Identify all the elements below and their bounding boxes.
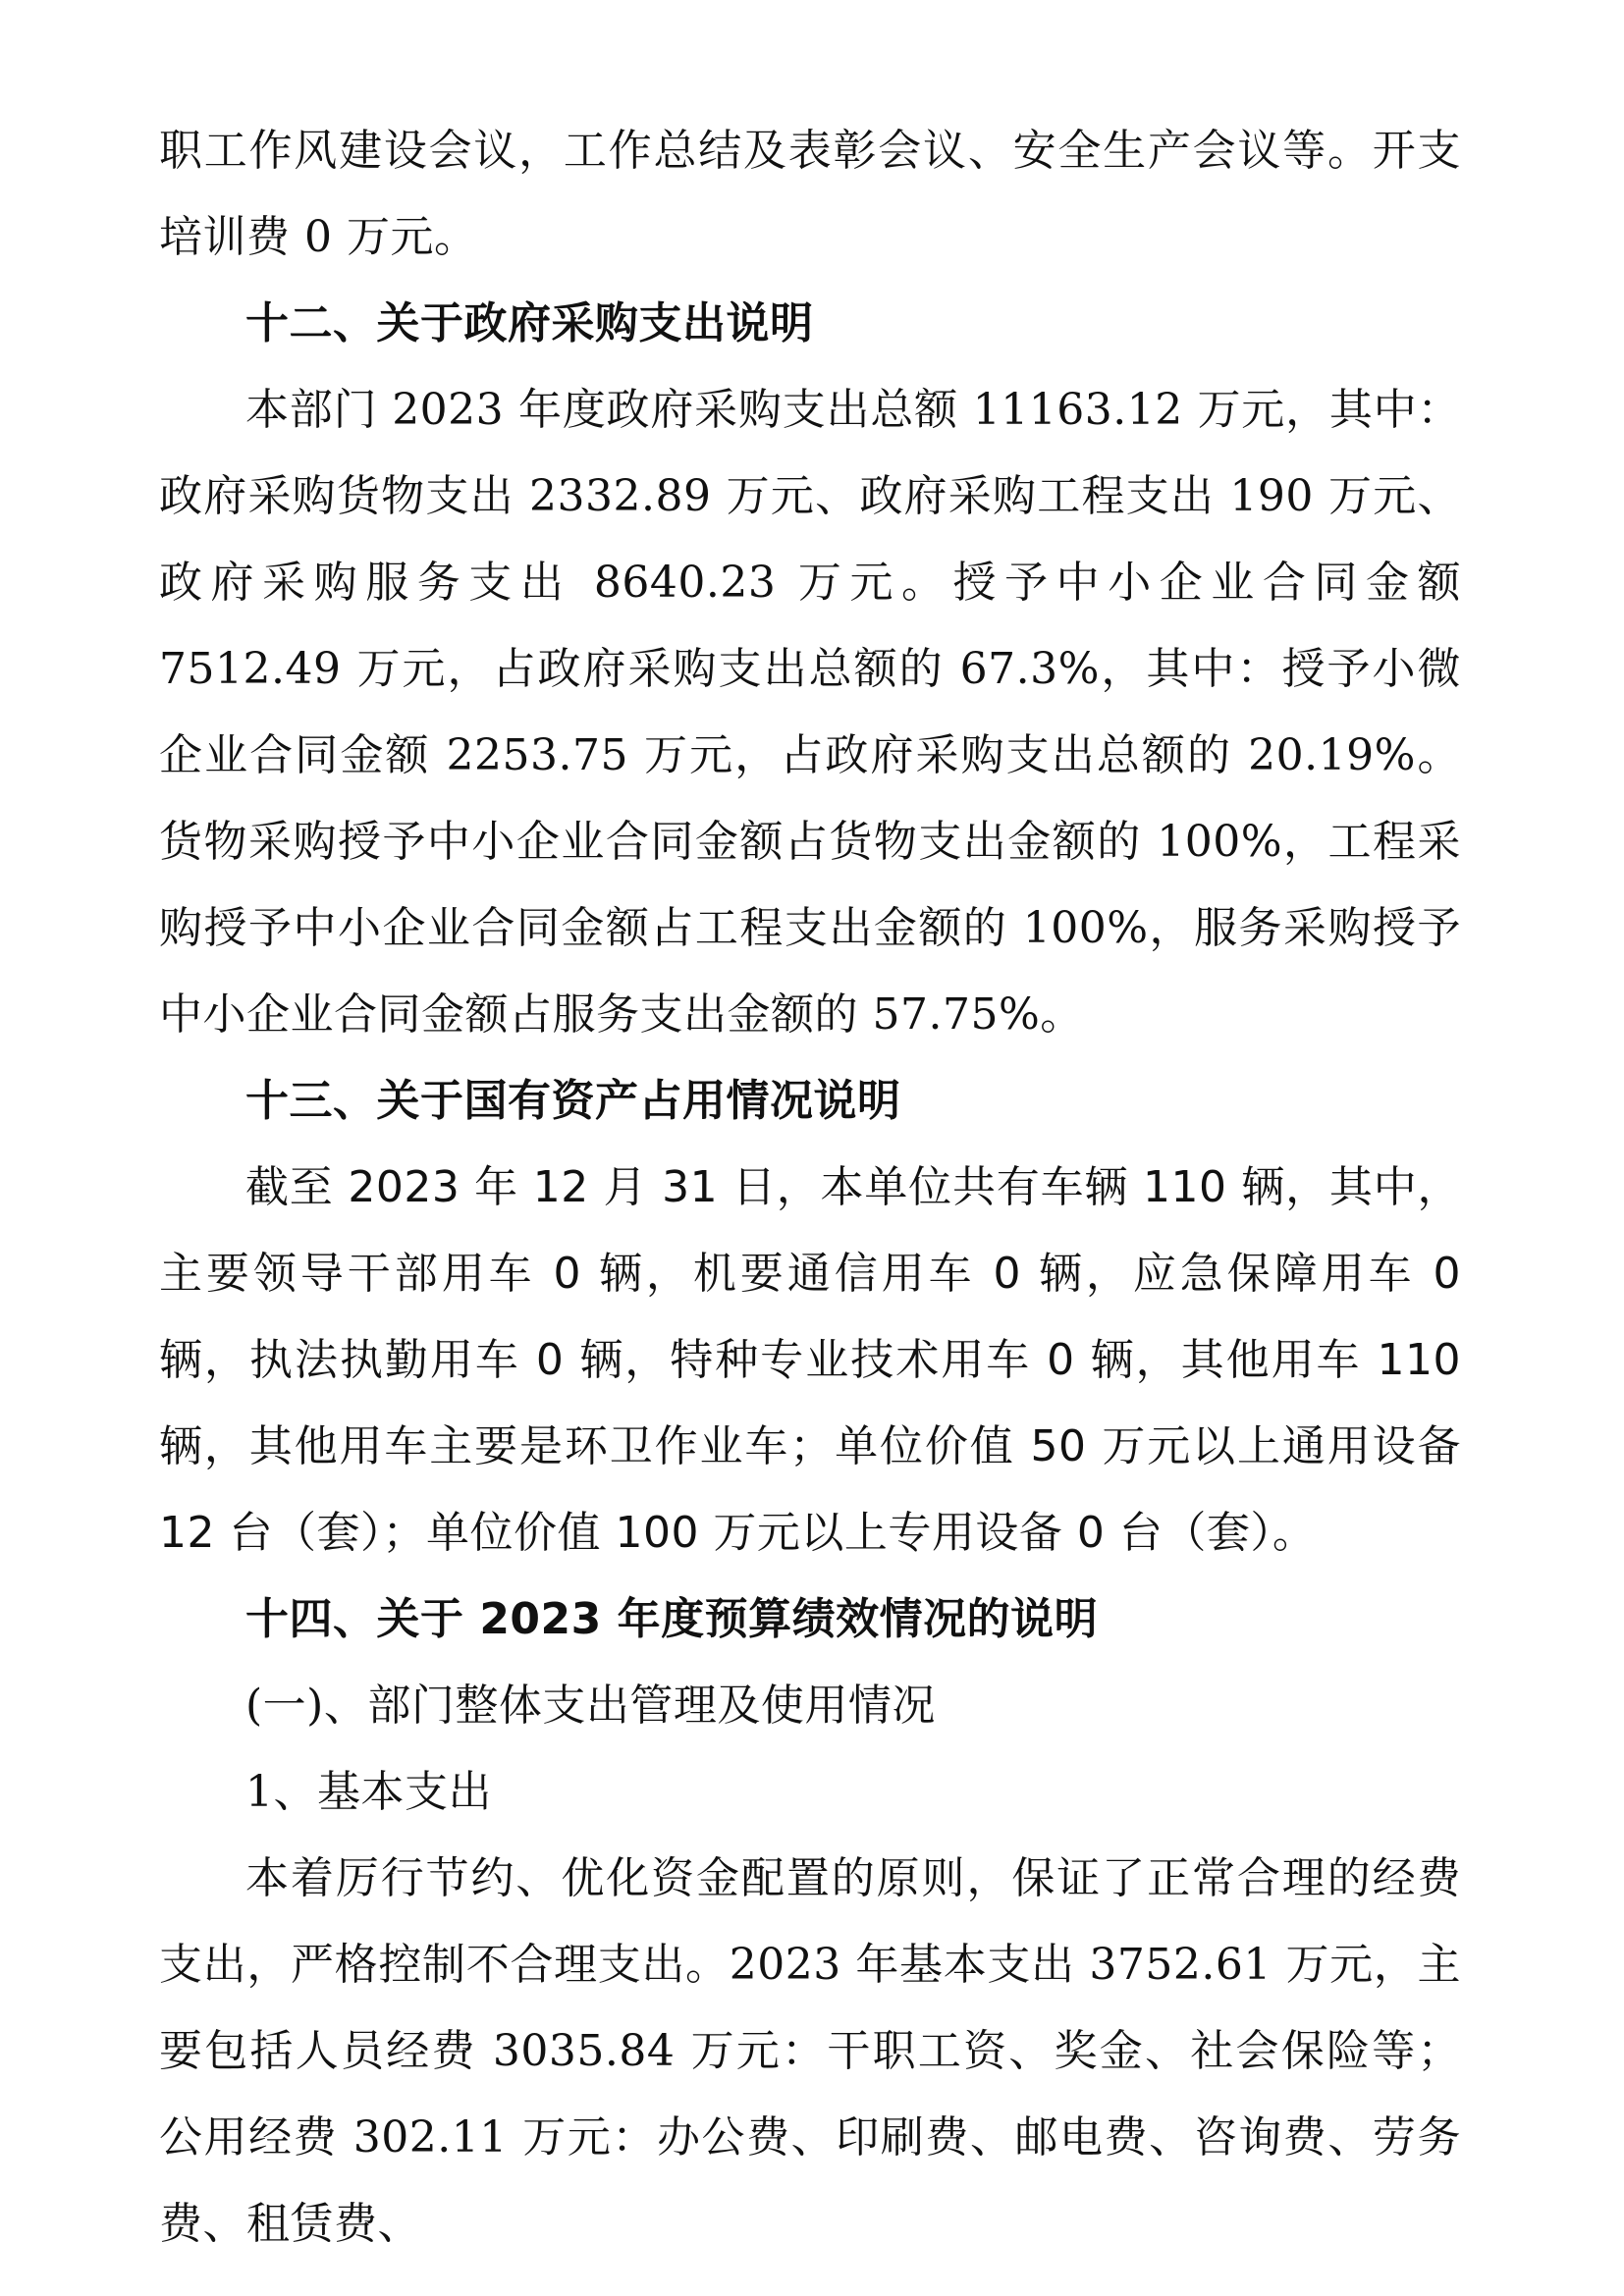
section-heading-12: 十二、关于政府采购支出说明 bbox=[245, 298, 814, 348]
paragraph-continuation: 职工作风建设会议，工作总结及表彰会议、安全生产会议等。开支培训费 0 万元。 bbox=[159, 126, 1461, 262]
subheading-1: (一)、部门整体支出管理及使用情况 bbox=[245, 1681, 936, 1731]
subheading-1-1: 1、基本支出 bbox=[245, 1767, 492, 1817]
section-heading-13: 十三、关于国有资产占用情况说明 bbox=[245, 1076, 901, 1126]
paragraph-basic-expenditure: 本着厉行节约、优化资金配置的原则，保证了正常合理的经费支出，严格控制不合理支出。2023 年基本支出 3752.61 万元，主要包括人员经费 3035.84 万元：干职工资、奖金、社会保险等；公用经费 302.11 万元：办公费、印刷费、邮电费、咨询费、劳务费、租赁费、 bbox=[159, 1853, 1461, 2249]
section-heading-14: 十四、关于 2023 年度预算绩效情况的说明 bbox=[245, 1594, 1099, 1644]
paragraph-assets: 截至 2023 年 12 月 31 日，本单位共有车辆 110 辆，其中，主要领导干部用车 0 辆，机要通信用车 0 辆，应急保障用车 0 辆，执法执勤用车 0 辆，特种专业技术用车 0 辆，其他用车 110 辆，其他用车主要是环卫作业车；单位价值 50 万元以上通用设备 12 台（套）；单位价值 100 万元以上专用设备 0 台（套）。 bbox=[159, 1162, 1461, 1558]
document-page bbox=[159, 108, 1461, 2268]
paragraph-procurement: 本部门 2023 年度政府采购支出总额 11163.12 万元，其中：政府采购货物支出 2332.89 万元、政府采购工程支出 190 万元、政府采购服务支出 8640.23 万元。授予中小企业合同金额 7512.49 万元，占政府采购支出总额的 67.3%，其中：授予小微企业合同金额 2253.75 万元，占政府采购支出总额的 20.19%。货物采购授予中小企业合同金额占货物支出金额的 100%，工程采购授予中小企业合同金额占工程支出金额的 100%，服务采购授予中小企业合同金额占服务支出金额的 57.75%。 bbox=[159, 385, 1461, 1040]
